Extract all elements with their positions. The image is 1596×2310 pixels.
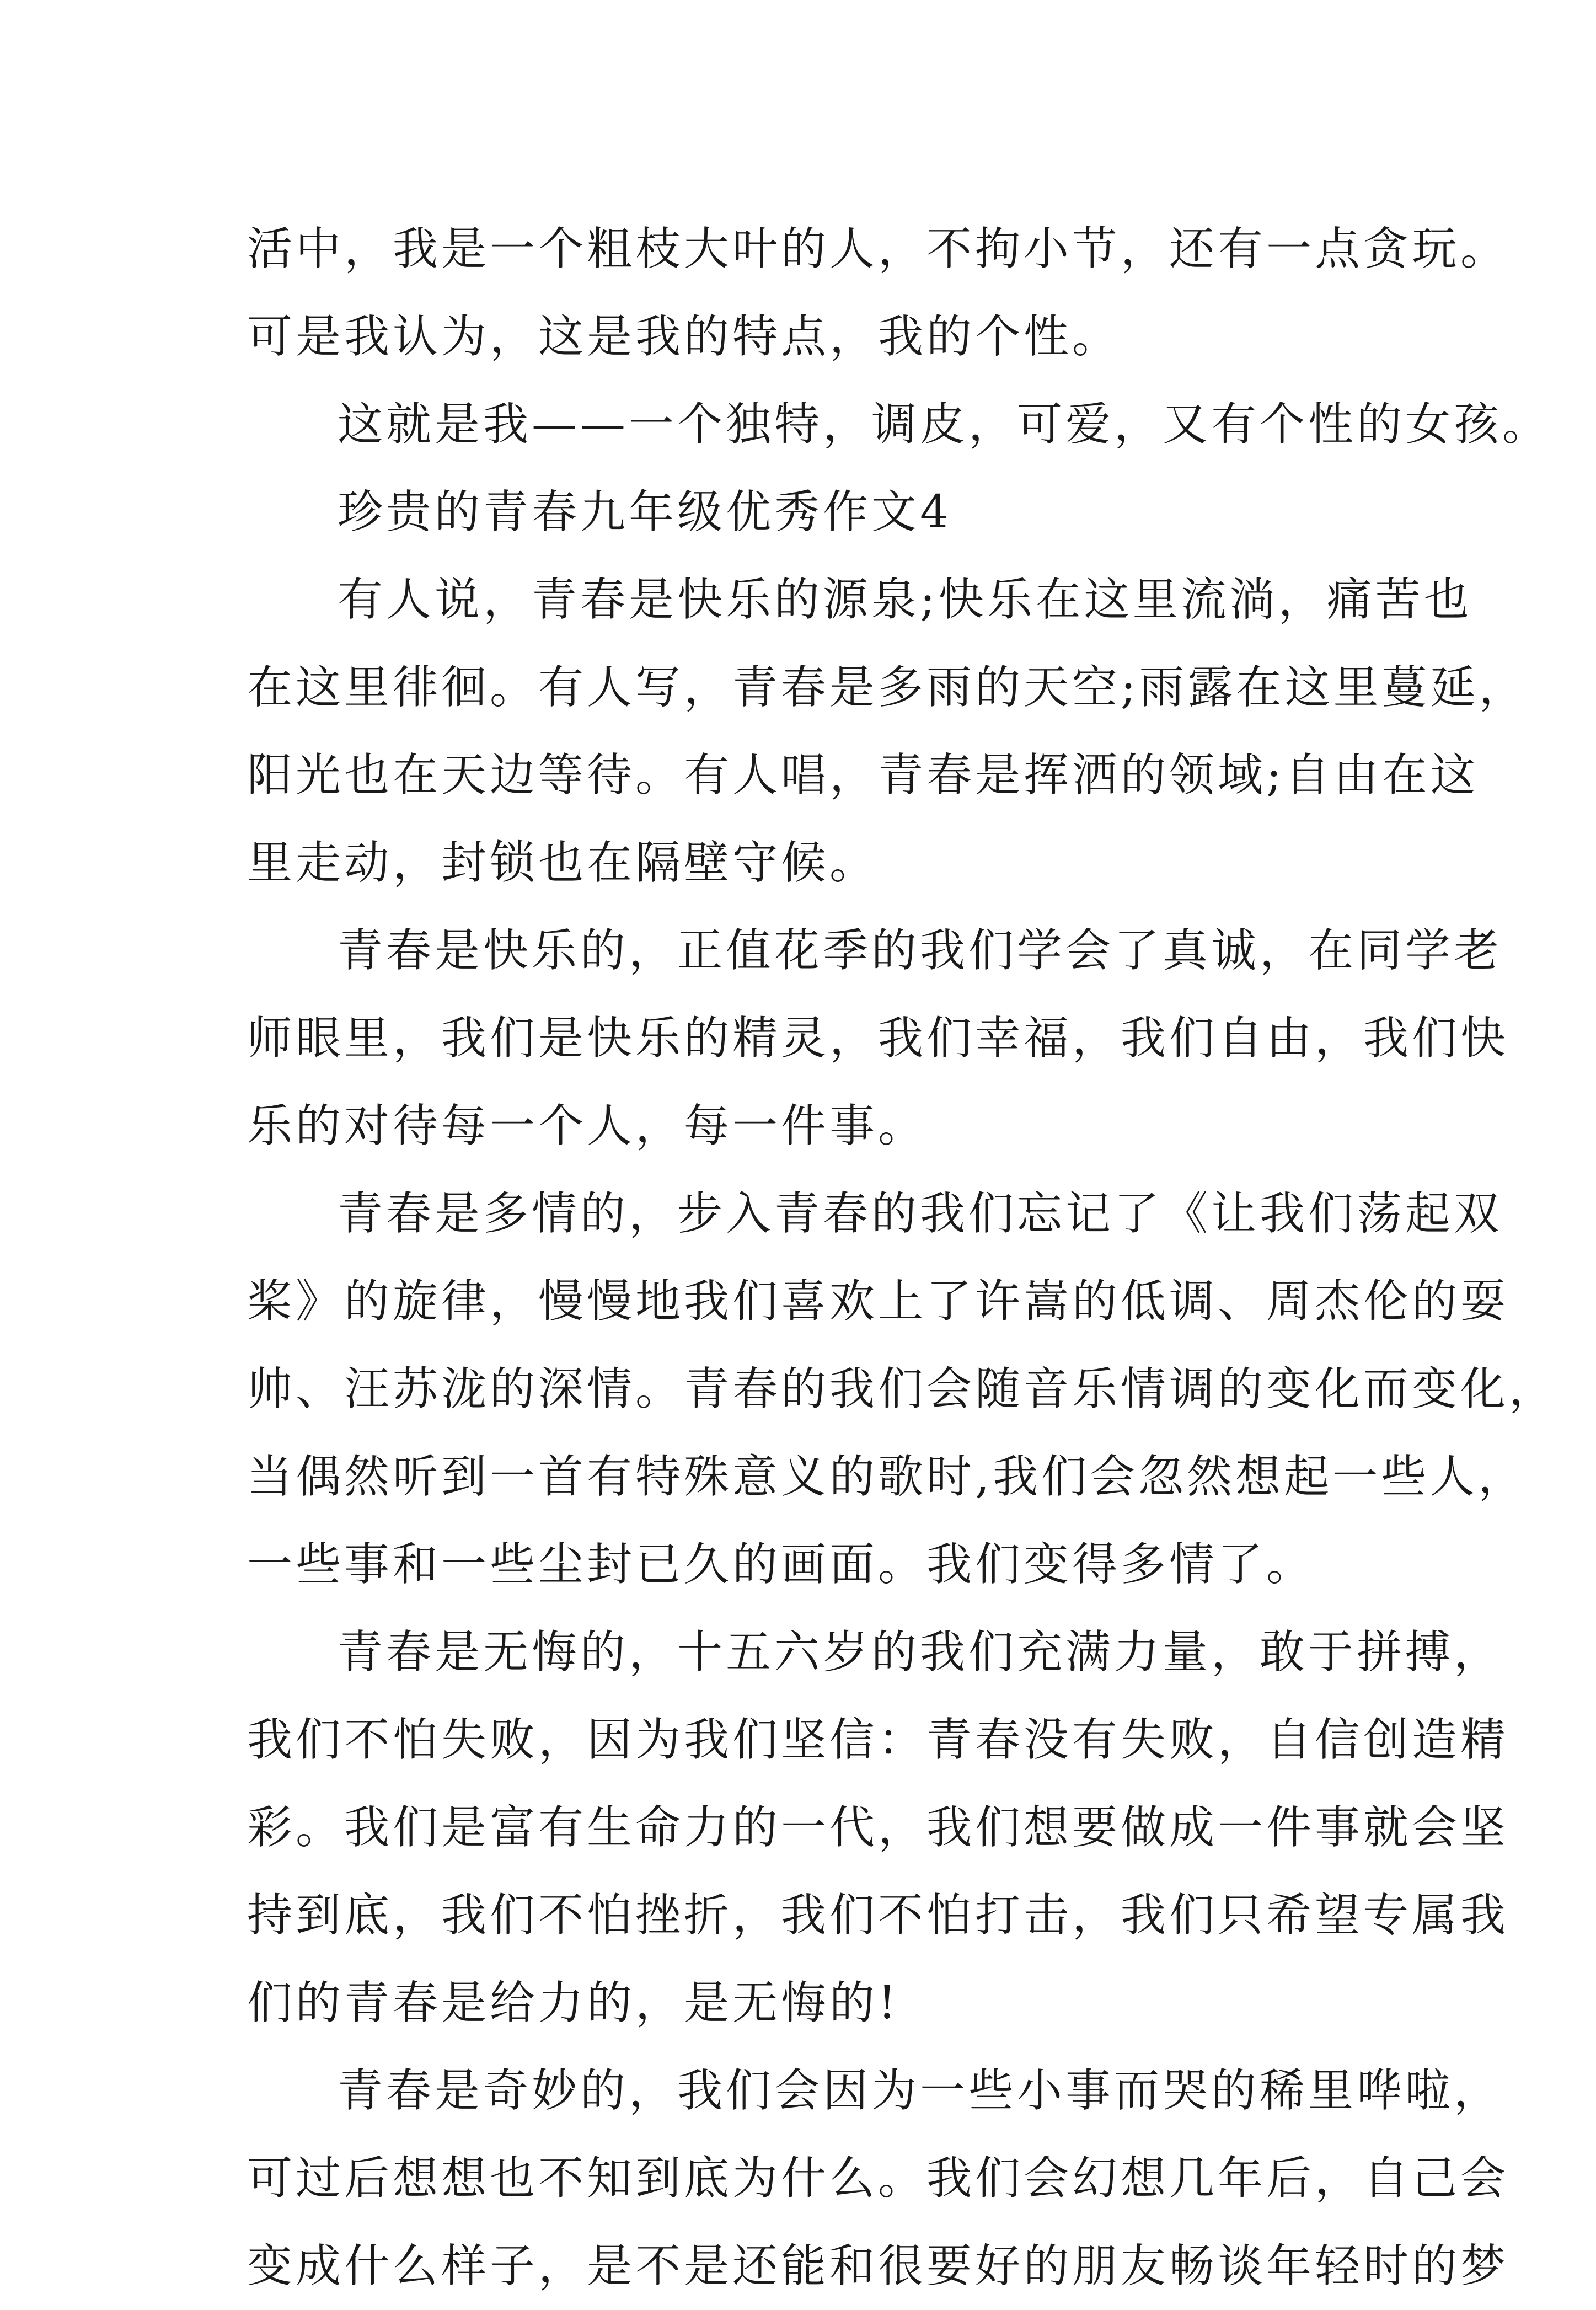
text-line: 活中，我是一个粗枝大叶的人，不拘小节，还有一点贪玩。 <box>247 223 1509 275</box>
text-line: 乐的对待每一个人，每一件事。 <box>247 1100 927 1152</box>
document-body <box>247 205 1558 2310</box>
text-line: 里走动，封锁也在隔壁守候。 <box>247 837 879 889</box>
text-line: 在这里徘徊。有人写，青春是多雨的天空;雨露在这里蔓延， <box>247 661 1528 714</box>
text-line: 阳光也在天边等待。有人唱，青春是挥洒的领域;自由在这 <box>247 749 1479 801</box>
text-line: 一些事和一些尘封已久的画面。我们变得多情了。 <box>247 1538 1315 1591</box>
text-line: 们的青春是给力的，是无悔的! <box>247 1977 899 2029</box>
text-line: 当偶然听到一首有特殊意义的歌时,我们会忽然想起一些人， <box>247 1451 1527 1503</box>
text-line: 我们不怕失败，因为我们坚信：青春没有失败，自信创造精 <box>247 1714 1509 1766</box>
text-line: 可是我认为，这是我的特点，我的个性。 <box>247 311 1121 363</box>
text-line: 帅、汪苏泷的深情。青春的我们会随音乐情调的变化而变化， <box>247 1363 1558 1415</box>
text-line: 青春是快乐的，正值花季的我们学会了真诚，在同学老 <box>338 924 1503 977</box>
text-line: 彩。我们是富有生命力的一代，我们想要做成一件事就会坚 <box>247 1801 1509 1854</box>
text-line: 青春是多情的，步入青春的我们忘记了《让我们荡起双 <box>338 1188 1503 1240</box>
text-line: 师眼里，我们是快乐的精灵，我们幸福，我们自由，我们快 <box>247 1012 1509 1065</box>
text-line: 青春是奇妙的，我们会因为一些小事而哭的稀里哗啦， <box>338 2065 1503 2117</box>
text-line: 可过后想想也不知到底为什么。我们会幻想几年后，自己会 <box>247 2152 1509 2205</box>
text-line: 青春是无悔的，十五六岁的我们充满力量，敢于拼搏， <box>338 1626 1503 1678</box>
text-line: 变成什么样子，是不是还能和很要好的朋友畅谈年轻时的梦 <box>247 2240 1509 2292</box>
section-heading: 珍贵的青春九年级优秀作文4 <box>338 486 952 538</box>
text-line: 桨》的旋律，慢慢地我们喜欢上了许嵩的低调、周杰伦的耍 <box>247 1275 1509 1328</box>
text-line: 持到底，我们不怕挫折，我们不怕打击，我们只希望专属我 <box>247 1889 1509 1942</box>
text-line: 这就是我——一个独特，调皮，可爱，又有个性的女孩。 <box>338 398 1551 451</box>
text-line: 有人说，青春是快乐的源泉;快乐在这里流淌，痛苦也 <box>338 574 1472 626</box>
